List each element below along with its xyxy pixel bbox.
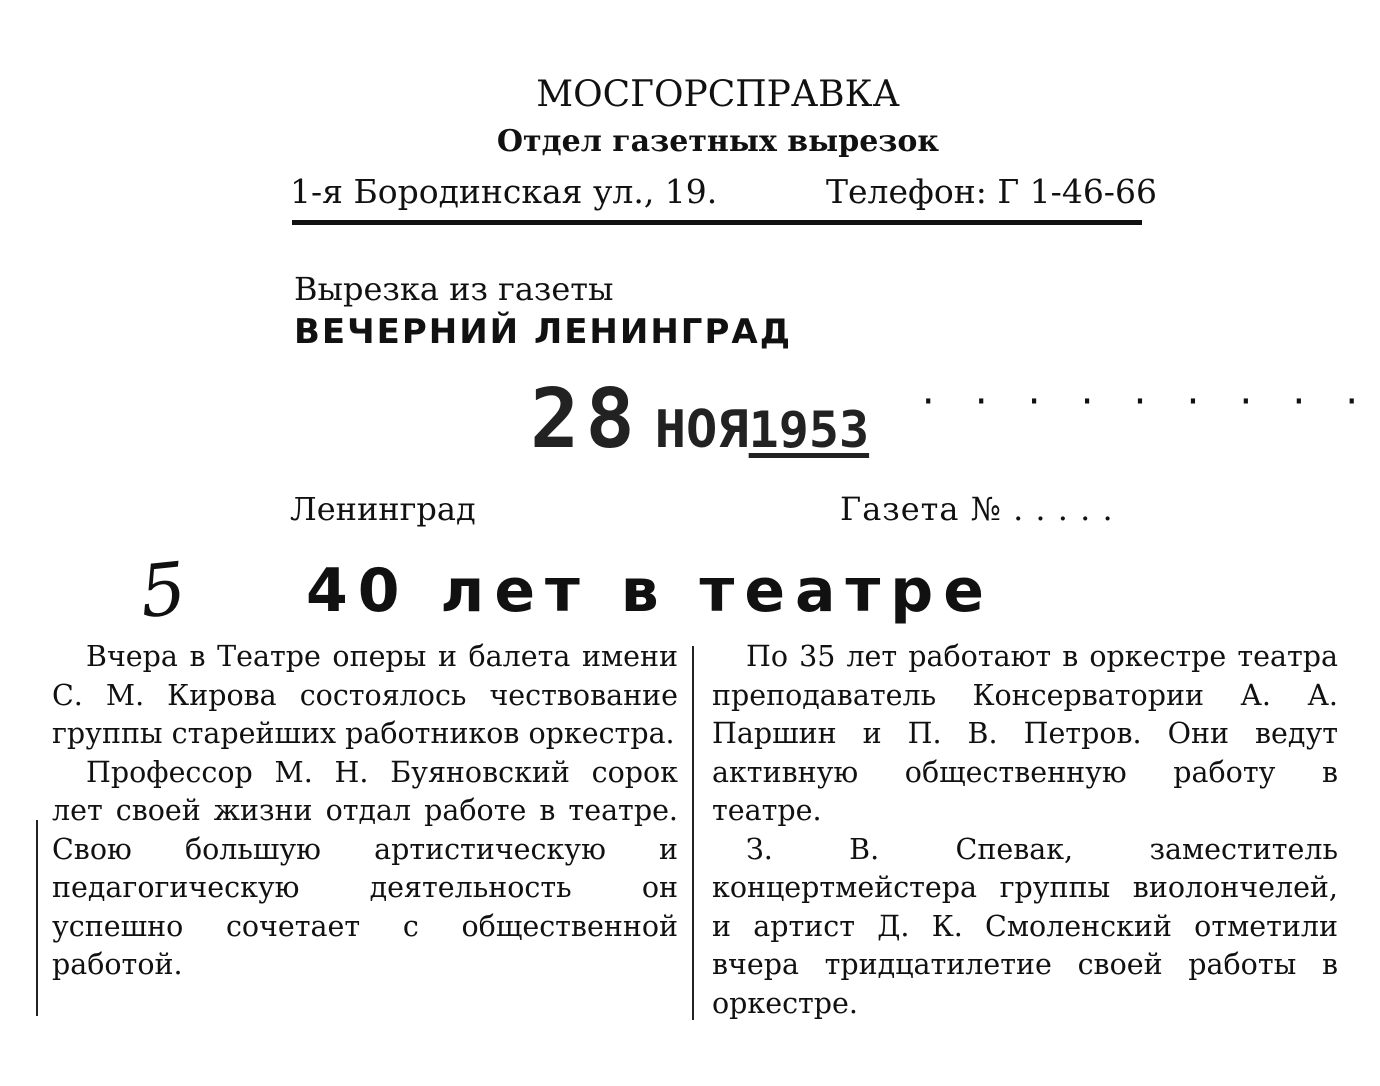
paragraph: По 35 лет работают в оркестре театра преподаватель Консерватории А. А. Паршин и П. В. Петров. Они ведут активную общественную работу в театре. [712,640,1338,827]
margin-mark-divider [36,820,38,1016]
article-left-column [52,638,678,985]
paragraph: З. В. Спевак, заместитель концертмейстера группы виолончелей, и артист Д. К. Смоленский отметили вчера тридцатилетие своей работы в оркестре. [712,832,1338,1020]
stamp-year: 1953 [748,401,870,459]
organization-title: МОСГОРСПРАВКА [536,74,900,115]
stamp-month: НОЯ [654,400,749,460]
date-stamp [530,372,869,467]
paragraph: Профессор М. Н. Буяновский сорок лет своей жизни отдал работе в театре. Свою большую артистическую и педагогическую деятельность он успешно сочетает с общественной работой. [52,755,678,981]
address-line: 1-я Бородинская ул., 19. [290,172,718,211]
city-label: Ленинград [290,490,476,528]
handwritten-number-mark: 5 [135,545,191,635]
article-right-column [712,638,1338,1023]
newspaper-number-label: Газета № . . . . . [840,490,1114,528]
clipping-label: Вырезка из газеты [294,270,614,308]
column-divider [692,646,694,1020]
phone-line: Телефон: Г 1-46-66 [826,172,1157,211]
department-subtitle: Отдел газетных вырезок [496,124,940,159]
newspaper-name: ВЕЧЕРНИЙ ЛЕНИНГРАД [294,312,792,352]
header-rule-divider [292,220,1142,225]
paragraph: Вчера в Театре оперы и балета имени С. М. Кирова состоялось чествование группы старейших работников оркестра. [52,640,678,750]
article-headline: 40 лет в театре [306,556,994,626]
stamp-day: 28 [530,372,641,467]
stamp-dots: · · · · · · · · · [918,382,1368,422]
